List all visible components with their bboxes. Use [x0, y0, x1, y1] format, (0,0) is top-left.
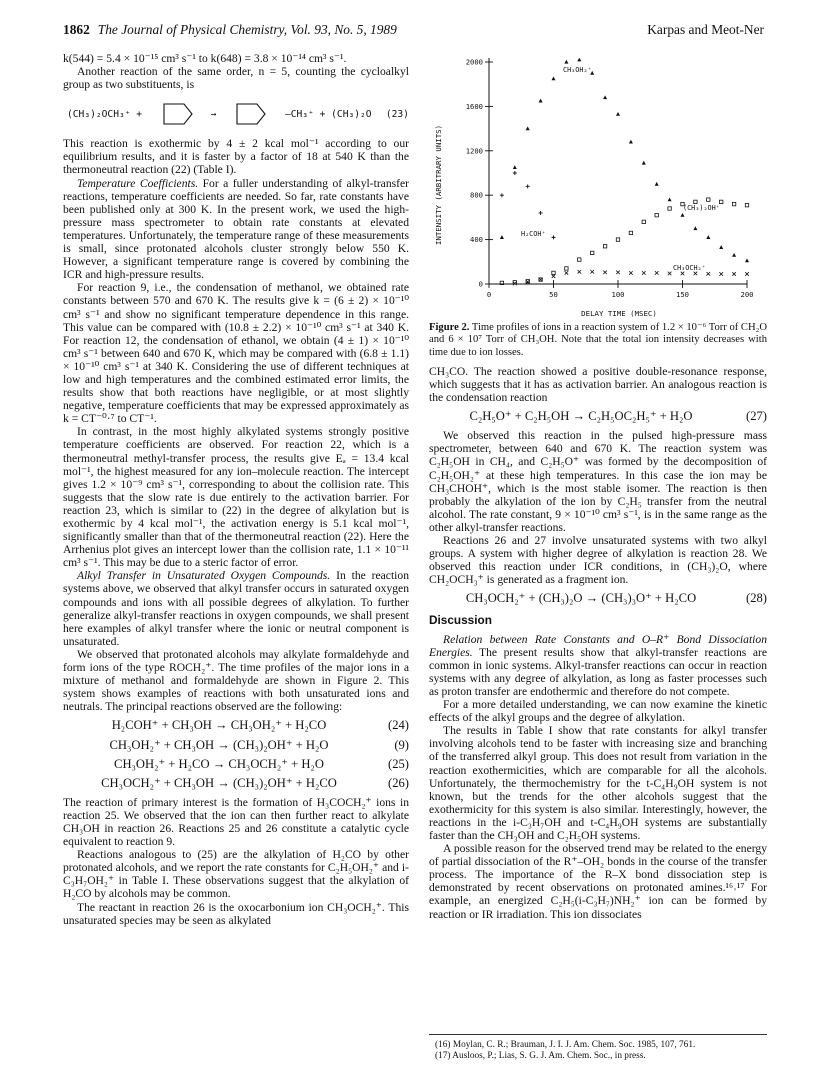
x-tick-label: 50 [549, 290, 558, 299]
left-column [63, 52, 409, 927]
series-label-ch3och2: CH₃OCH₂⁺ [673, 264, 706, 272]
section-heading: Temperature Coefficients. [77, 176, 199, 190]
data-point-square [629, 231, 632, 234]
y-tick-label: 400 [470, 235, 483, 245]
x-tick-label: 150 [676, 290, 689, 299]
data-point-square [655, 213, 658, 216]
data-point-triangle [564, 60, 568, 64]
data-point-x [539, 278, 543, 282]
data-point-triangle [693, 226, 697, 230]
data-point-square [732, 202, 735, 205]
equation [429, 592, 767, 605]
data-point-plus [526, 184, 530, 188]
paragraph-text: In the reaction systems above, we observed that alkyl transfer occurs in saturated oxygen compounds and ions with all possible degrees of alkylation. To further generalize alkyl-transfer reactions in oxygen compounds, we shall present here examples of alkyl transfer where the ionic or neutral component is unsaturated. [63, 569, 409, 648]
paragraph: Reactions 26 and 27 involve unsaturated systems with two alkyl groups. A system with higher degree of alkylation is reaction 28. We observed this reaction under ICR conditions, in (CH₃)₂O, where CH₂OCH₃⁺ is generated as a fragment ion. [429, 534, 767, 587]
equation-text: CH₃OCH₂⁺ + (CH₃)₂O → (CH₃)₃O⁺ + H₂CO [465, 591, 697, 606]
data-point-triangle [577, 58, 581, 62]
y-tick-label: 1600 [465, 101, 483, 111]
reference: (16) Moylan, C. R.; Brauman, J. I. J. Am. Chem. Soc. 1985, 107, 761. [435, 1040, 696, 1050]
data-point-x [694, 272, 698, 276]
data-point-x [668, 272, 672, 276]
data-point-x [603, 271, 607, 275]
section-heading: Alkyl Transfer in Unsaturated Oxygen Compounds. [77, 569, 331, 583]
paragraph: k(544) = 5.4 × 10⁻¹⁵ cm³ s⁻¹ to k(648) = 3.8 × 10⁻¹⁴ cm³ s⁻¹. [63, 52, 347, 65]
paragraph [63, 569, 409, 648]
figure-2 [429, 52, 767, 320]
equation-number: (25) [388, 756, 409, 771]
equation-number: (28) [746, 591, 767, 606]
equation-number: (26) [388, 775, 409, 790]
caption-text: Time profiles of ions in a reaction system of 1.2 × 10⁻⁶ Torr of CH₂O and 6 × 10⁷ Torr of CH₃OH. Note that the total ion intensity decreases with time due to ion losses. [429, 322, 767, 358]
data-point-x [719, 272, 723, 276]
paragraph: The reaction of primary interest is the formation of H₃COCH₂⁺ ions in reaction 25. We observed that the ion can then further react to alkylate CH₃OH in reaction 26. Reactions 25 and 26 constitute a catalytic cycle equivalent to reaction 9. [63, 795, 409, 849]
page-header [63, 22, 764, 40]
data-point-triangle [655, 182, 659, 186]
section-heading: Relation between Rate Constants and O–R⁺ Bond Dissociation Energies. [429, 632, 767, 659]
data-point-triangle [552, 76, 556, 80]
equation [63, 719, 409, 732]
y-axis-label: INTENSITY (ARBITRARY UNITS) [434, 124, 443, 246]
data-point-plus [552, 235, 556, 239]
data-point-x [629, 271, 633, 275]
equation [63, 758, 409, 771]
data-point-triangle [500, 235, 504, 239]
y-tick-label: 2000 [465, 57, 483, 67]
right-column [429, 52, 767, 921]
reaction-scheme-23 [67, 101, 409, 127]
data-point-plus [500, 193, 504, 197]
data-point-triangle [642, 161, 646, 165]
equation-number: (9) [394, 737, 409, 752]
x-tick-label: 0 [486, 290, 492, 299]
data-point-plus [539, 211, 543, 215]
paragraph: CH₃CO. The reaction showed a positive double-resonance response, which suggests that it has as activation barrier. An analogous reaction is the condensation reaction [429, 364, 767, 405]
data-point-triangle [732, 253, 736, 257]
data-point-x [590, 270, 594, 274]
series-label-ch3oh2: CH₃OH₂⁺ [563, 66, 592, 74]
data-point-x [642, 271, 646, 275]
paragraph-text: The present results show that alkyl-transfer reactions are common in ionic systems. Alkyl-transfer reactions can occur in reaction systems with any degree of alkylation, as long as faster processes such as proton transfer are endothermic and therefore do not compete. [429, 645, 767, 698]
running-authors: Karpas and Meot-Ner [647, 22, 764, 37]
section-title: Discussion [429, 613, 492, 628]
equation-text: CH₃OCH₂⁺ + CH₃OH → (CH₃)₂OH⁺ + H₂CO [101, 775, 337, 790]
data-point-x [707, 272, 711, 276]
equation-number: (24) [388, 718, 409, 733]
paragraph [429, 633, 767, 698]
paragraph: Reactions analogous to (25) are the alkylation of H₂CO by other protonated alcohols, and we report the rate constants for C₂H₅OH₂⁺ and i-C₃H₇OH₂⁺ in Table I. These observations suggest that the alkylation of H₂CO by alcohols may be common. [63, 848, 409, 901]
data-point-square [720, 200, 723, 203]
data-point-triangle [603, 95, 607, 99]
data-point-square [668, 207, 671, 210]
paragraph: The results in Table I show that rate constants for alkyl transfer involving alcohols tend to be faster with increasing size and branching of the transferred alkyl group. This does not result from variation in the reaction exothermicities, which are comparable for all the alcohols. Unfortunately, the thermochemistry for the t-C₄H₉OH system is not known, but the trends for the other alcohols suggest that the exothermicity for this system is also similar. Interestingly, however, the reactions in the i-C₃H₇OH and t-C₄H₉OH systems are substantially faster than the CH₃OH and C₂H₅OH systems. [429, 724, 767, 842]
data-point-square [642, 220, 645, 223]
data-point-square [578, 258, 581, 261]
x-axis-label: DELAY TIME (MSEC) [581, 309, 657, 318]
data-point-triangle [681, 213, 685, 217]
reference: (17) Ausloos, P.; Lias, S. G. J. Am. Chem. Soc., in press. [435, 1051, 646, 1061]
page-number: 1862 [63, 22, 90, 37]
equation-text: CH₃OH₂⁺ + CH₃OH → (CH₃)₂OH⁺ + H₂O [109, 737, 329, 752]
data-point-x [655, 271, 659, 275]
x-tick-label: 100 [611, 290, 625, 299]
data-point-x [578, 270, 582, 274]
data-point-triangle [526, 126, 530, 130]
data-point-x [616, 271, 620, 275]
equation-text: C₂H₅O⁺ + C₂H₅OH → C₂H₅OC₂H₅⁺ + H₂O [469, 409, 693, 424]
equation-text: CH₃OH₂⁺ + H₂CO → CH₃OCH₂⁺ + H₂O [114, 756, 324, 771]
equation [63, 739, 409, 752]
paragraph: In contrast, in the most highly alkylated systems strongly positive temperature coefficients are observed. For reaction 22, which is a thermoneutral methyl-transfer process, the results give Eₐ = 13.4 kcal mol⁻¹, the highest measured for any ion–molecule reaction. The intercept gives 1.2 × 10⁻⁹ cm³ s⁻¹, corresponding to about the collision rate. This suggests that the slow rate is due entirely to the activation barrier. For reaction 23, which is similar to (22) in the degree of alkylation but is exothermic by 4 kcal mol⁻¹, the activation energy is 5.1 kcal mol⁻¹, significantly smaller than that of the thermoneutral reaction (22). Here the Arrhenius plot gives an intercept lower than the collision rate, 1.1 × 10⁻¹¹ cm³ s⁻¹. This may be due to a steric factor of error. [63, 425, 409, 570]
cyclopentyl-ring-icon [231, 101, 271, 127]
data-point-triangle [629, 140, 633, 144]
data-point-triangle [513, 165, 517, 169]
figure-caption [429, 322, 767, 359]
series-label-h2coh: H₂COH⁺ [521, 230, 546, 238]
data-point-square [745, 203, 748, 206]
time-profile-chart [429, 52, 767, 320]
data-point-square [616, 238, 619, 241]
x-tick-label: 200 [740, 290, 754, 299]
data-point-triangle [539, 99, 543, 103]
data-point-square [552, 271, 555, 274]
equation [63, 777, 409, 790]
y-tick-label: 800 [470, 190, 483, 200]
data-point-triangle [706, 235, 710, 239]
data-point-triangle [745, 258, 749, 262]
paragraph: We observed this reaction in the pulsed high-pressure mass spectrometer, between 640 and 670 K. The reaction system was C₂H₅OH in CH₄, and C₂H₅O⁺ was formed by the decomposition of C₂H₅OH₂⁺ at these high temperatures. In this case the ion may be CH₃CHOH⁺, which is the most stable isomer. The reaction is then probably the alkylation of the ion by C₂H₅ transfer from the neutral alcohol. The rate constant, 9 × 10⁻¹⁰ cm³ s⁻¹, is in the same range as the other alkyl-transfer reactions. [429, 429, 767, 534]
paragraph: For a more detailed understanding, we can now examine the kinetic effects of the alkyl groups and the degree of alkylation. [429, 698, 767, 725]
data-point-square [591, 251, 594, 254]
equation-number: (23) [385, 108, 409, 120]
data-point-square [565, 267, 568, 270]
scheme-reactant: (CH₃)₂OCH₃⁺ + [67, 108, 143, 120]
series-label-ch3-2oh: (CH₃)₂OH⁺ [683, 204, 720, 212]
data-point-x [565, 271, 569, 275]
paragraph [63, 177, 409, 282]
data-point-square [603, 245, 606, 248]
paragraph: The reactant in reaction 26 is the oxocarbonium ion CH₃OCH₂⁺. This unsaturated species may be seen as alkylated [63, 900, 409, 927]
equation-text: H₂COH⁺ + CH₃OH → CH₃OH₂⁺ + H₂CO [111, 718, 327, 733]
caption-label: Figure 2. [429, 322, 470, 333]
scheme-product: —CH₃⁺ + (CH₃)₂O [284, 108, 372, 120]
footnote-references [429, 1034, 767, 1062]
cyclopentane-ring-icon [156, 101, 196, 127]
paragraph: We observed that protonated alcohols may alkylate formaldehyde and form ions of the type ROCH₂⁺. The time profiles of the major ions in a mixture of methanol and formaldehyde are shown in Figure 2. This system shows examples of reactions with both unsaturated ions and neutrals. The principal reactions observed are the following: [63, 647, 409, 714]
journal-title: The Journal of Physical Chemistry, Vol. 93, No. 5, 1989 [97, 22, 397, 37]
data-point-x [681, 272, 685, 276]
data-point-triangle [616, 112, 620, 116]
paragraph-text: For a fuller understanding of alkyl-transfer reactions, temperature coefficients are needed. So far, rate constants have been published only at 300 K. In the present work, we used the high-pressure mass spectrometer to obtain rate constants at elevated temperatures. Unfortunately, the temperature range of these measurements is small, since protonated alcohols cluster strongly below 550 K. However, a significant temperature range is covered by combining the ICR and high-pressure results. [63, 176, 409, 282]
data-point-x [513, 282, 517, 286]
data-point-plus [513, 171, 517, 175]
paragraph: Another reaction of the same order, n = 5, counting the cycloalkyl group as two substituents, is [63, 65, 409, 92]
data-point-triangle [719, 245, 723, 249]
equation-number: (27) [746, 409, 767, 424]
data-point-triangle [668, 197, 672, 201]
paragraph: A possible reason for the observed trend may be related to the energy of partial dissociation of the R⁺–OH₂ bonds in the course of the transfer process. The importance of the R–X bond dissociation step is demonstrated by recent observations on protonated amines.¹⁶˒¹⁷ For example, an energized C₂H₅(i-C₃H₇)NH₂⁺ ion can be formed by reaction or IR irradiation. This ion dissociates [429, 842, 767, 921]
data-point-x [732, 272, 736, 276]
paragraph: For reaction 9, i.e., the condensation of methanol, we obtained rate constants between 570 and 670 K. The results give k = (6 ± 2) × 10⁻¹⁰ cm³ s⁻¹ and show no significant temperature dependence in this range. This value can be compared with (10.8 ± 2.2) × 10⁻¹⁰ cm³ s⁻¹ at 340 K. For reaction 12, the condensation of ethanol, we obtain (4 ± 1) × 10⁻¹⁰ cm³ s⁻¹ between 640 and 670 K, which may be compared with (6.8 ± 1.1) × 10⁻¹⁰ cm³ s⁻¹ at 340 K. Considering the use of different techniques at low and high temperatures and the combined estimated error limits, the results show that both reactions have negligible, or at most slightly negative, temperature coefficients that may be expressed approximately as k = CT⁻⁰·⁷ to CT⁻¹. [63, 281, 409, 426]
y-tick-label: 1200 [465, 146, 483, 156]
scheme-arrow: → [210, 108, 217, 120]
equation [429, 410, 767, 423]
data-point-x [745, 272, 749, 276]
data-point-square [707, 198, 710, 201]
y-tick-label: 0 [478, 279, 483, 289]
paragraph: This reaction is exothermic by 4 ± 2 kcal mol⁻¹ according to our equilibrium results, and it is faster by a factor of 18 at 540 K than the thermoneutral reaction (22) (Table I). [63, 137, 409, 177]
